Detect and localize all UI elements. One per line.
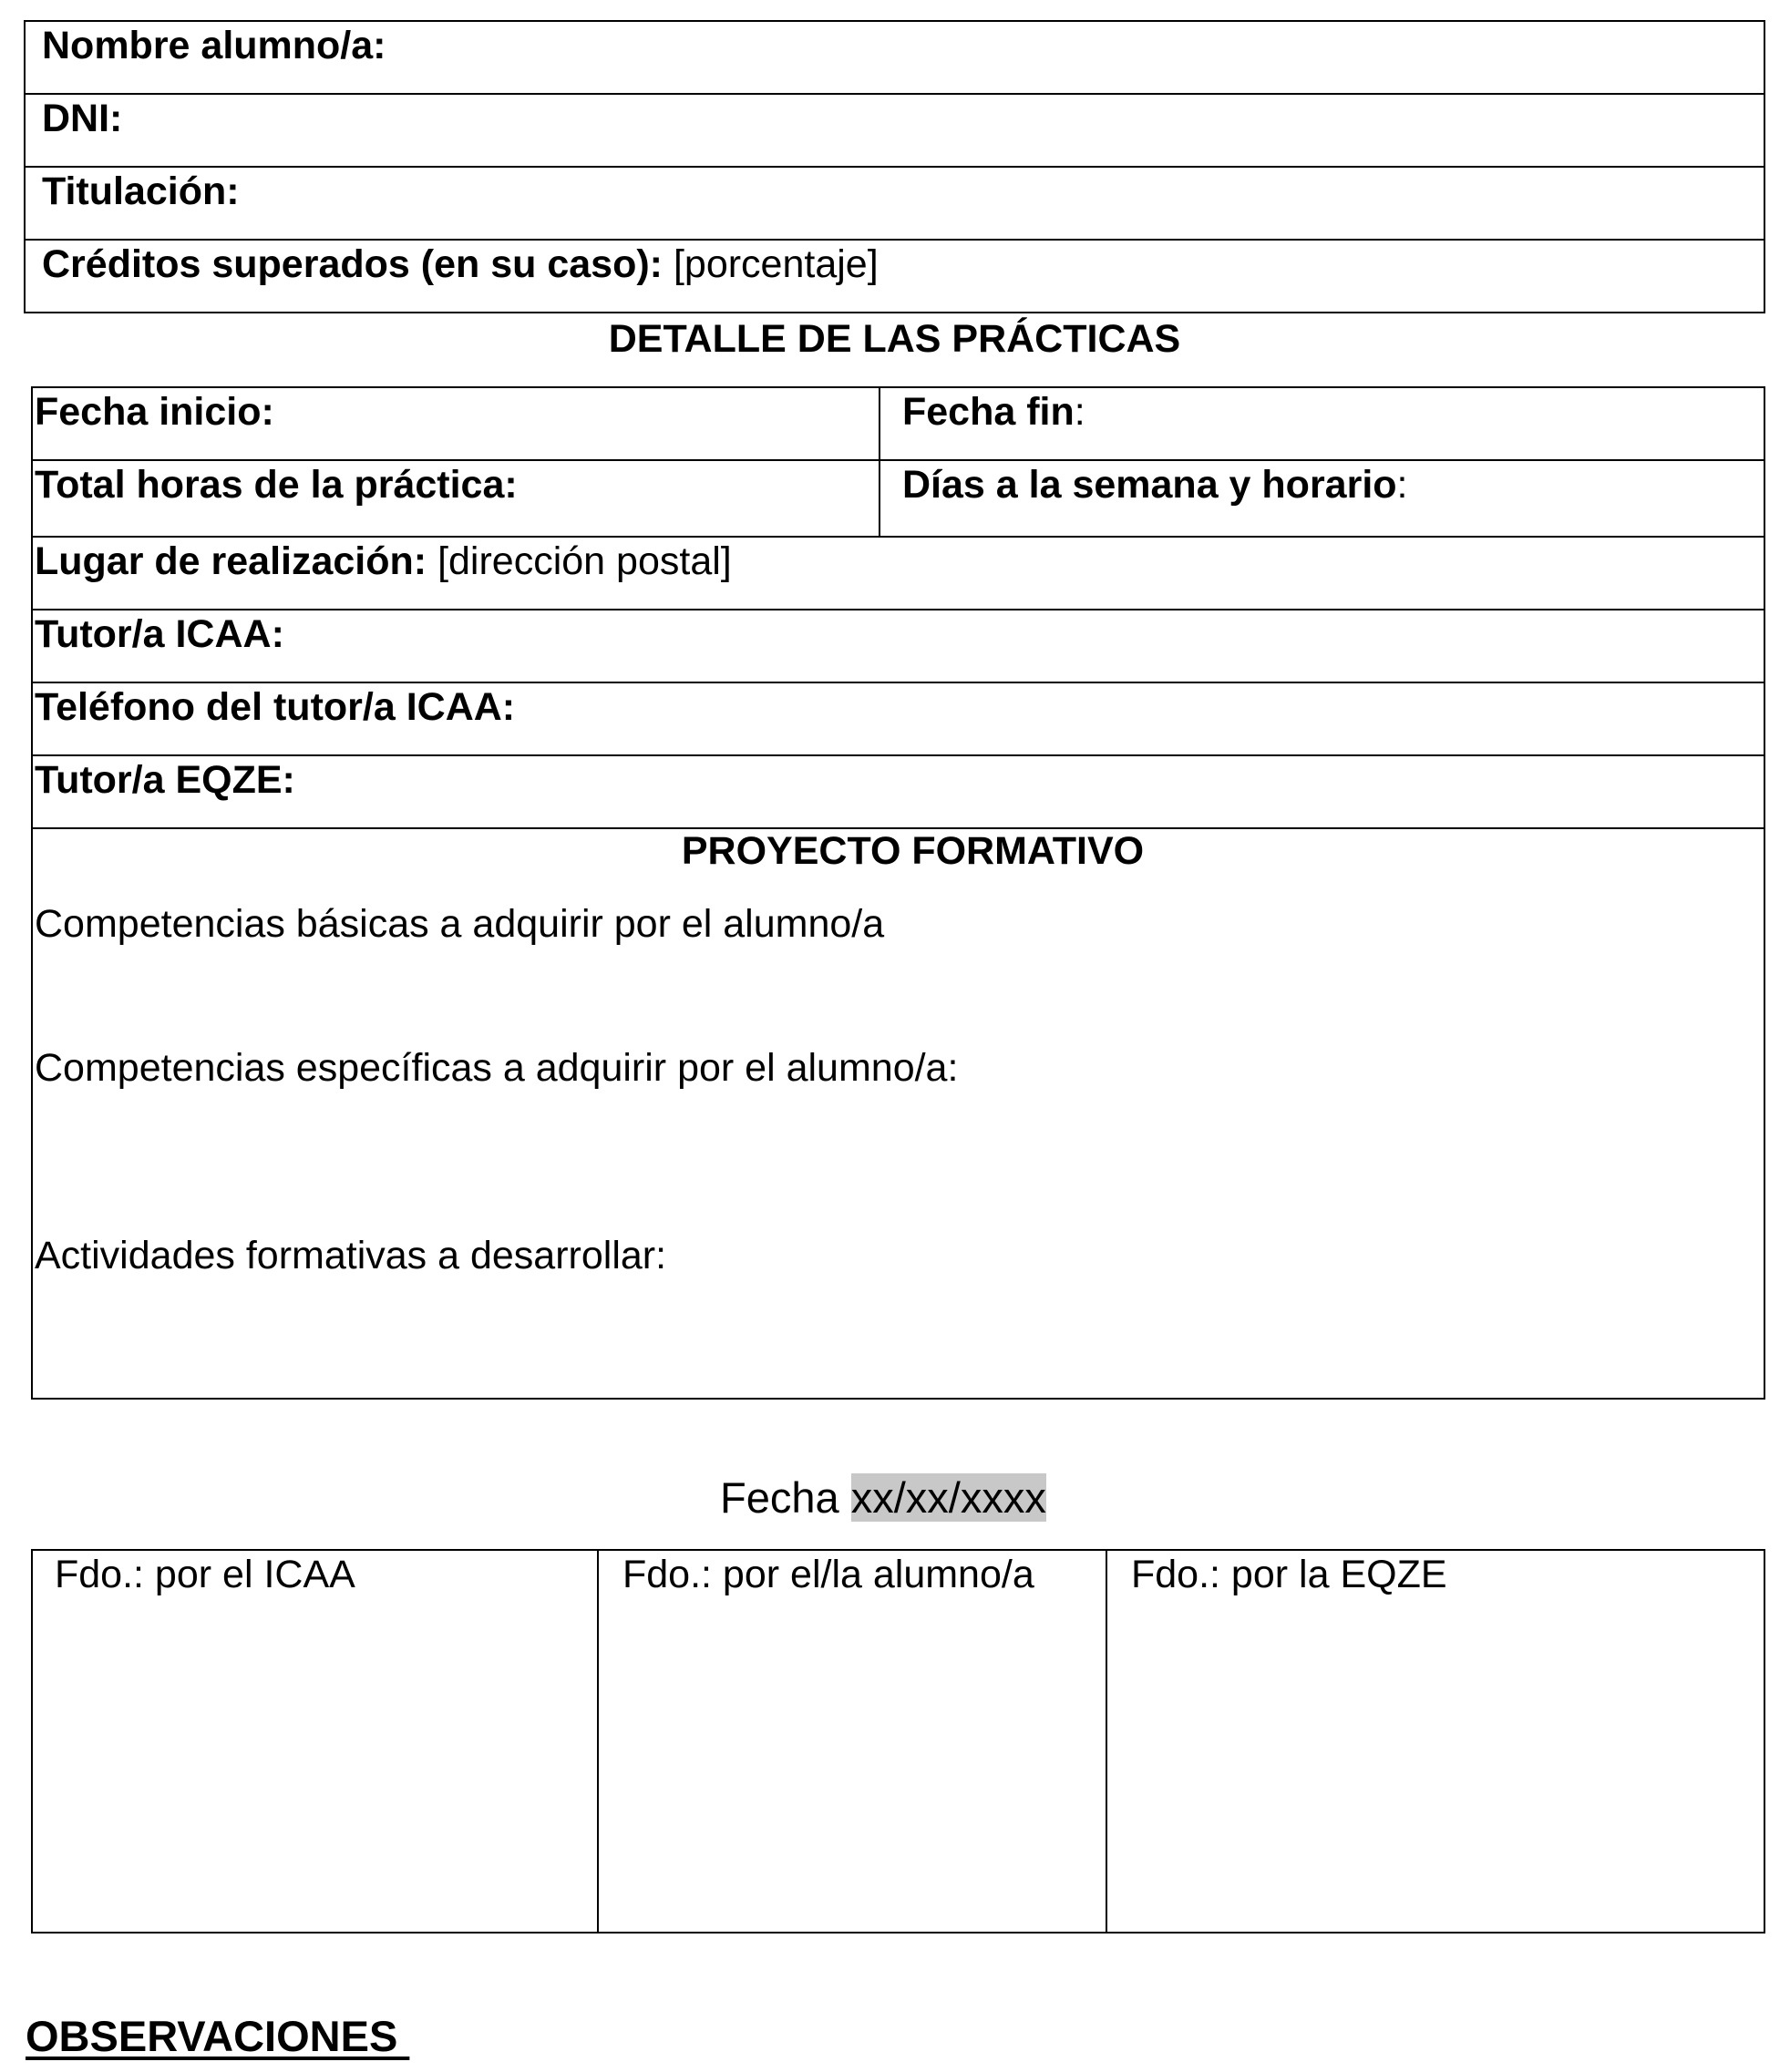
divider	[31, 609, 1765, 610]
date-value: xx/xx/xxxx	[850, 1473, 1046, 1522]
column-divider	[597, 1549, 599, 1934]
tutor-eqze-label: Tutor/a EQZE:	[35, 758, 295, 802]
tutor-icaa-label: Tutor/a ICAA:	[35, 612, 284, 656]
divider	[24, 166, 1765, 168]
observations-heading: OBSERVACIONES	[26, 2012, 410, 2060]
place-row	[35, 538, 732, 585]
basic-competences-text: Competencias básicas a adquirir por el alumno/a	[35, 902, 885, 946]
end-date-label: Fecha fin	[902, 390, 1075, 434]
end-date-colon: :	[1074, 390, 1085, 434]
schedule-colon: :	[1396, 463, 1408, 507]
end-date-row	[902, 388, 1085, 436]
credits-row	[42, 241, 879, 288]
degree-label: Titulación:	[42, 169, 240, 213]
divider	[24, 93, 1765, 95]
signatures-table	[31, 1549, 1765, 1934]
details-heading: DETALLE DE LAS PRÁCTICAS	[608, 317, 1181, 361]
signature-eqze-label: Fdo.: por la EQZE	[1131, 1553, 1447, 1596]
column-divider	[1106, 1549, 1107, 1934]
total-hours-label: Total horas de la práctica:	[35, 463, 518, 507]
column-divider	[879, 386, 880, 536]
schedule-row	[902, 461, 1408, 508]
student-name-label: Nombre alumno/a:	[42, 24, 386, 67]
tutor-icaa-phone-label: Teléfono del tutor/a ICAA:	[35, 685, 516, 729]
place-label: Lugar de realización:	[35, 539, 427, 583]
date-label: Fecha	[720, 1473, 839, 1522]
start-date-label: Fecha inicio:	[35, 390, 274, 434]
credits-label: Créditos superados (en su caso):	[42, 242, 663, 286]
specific-competences-text: Competencias específicas a adquirir por el alumno/a:	[35, 1046, 959, 1090]
dni-label: DNI:	[42, 97, 123, 140]
signature-student-label: Fdo.: por el/la alumno/a	[622, 1553, 1034, 1596]
credits-value: [porcentaje]	[673, 242, 879, 286]
schedule-label: Días a la semana y horario	[902, 463, 1397, 507]
project-heading: PROYECTO FORMATIVO	[681, 829, 1145, 873]
activities-text: Actividades formativas a desarrollar:	[35, 1234, 667, 1277]
signature-icaa-label: Fdo.: por el ICAA	[55, 1553, 355, 1596]
place-value: [dirección postal]	[437, 539, 732, 583]
date-line	[720, 1471, 1046, 1525]
